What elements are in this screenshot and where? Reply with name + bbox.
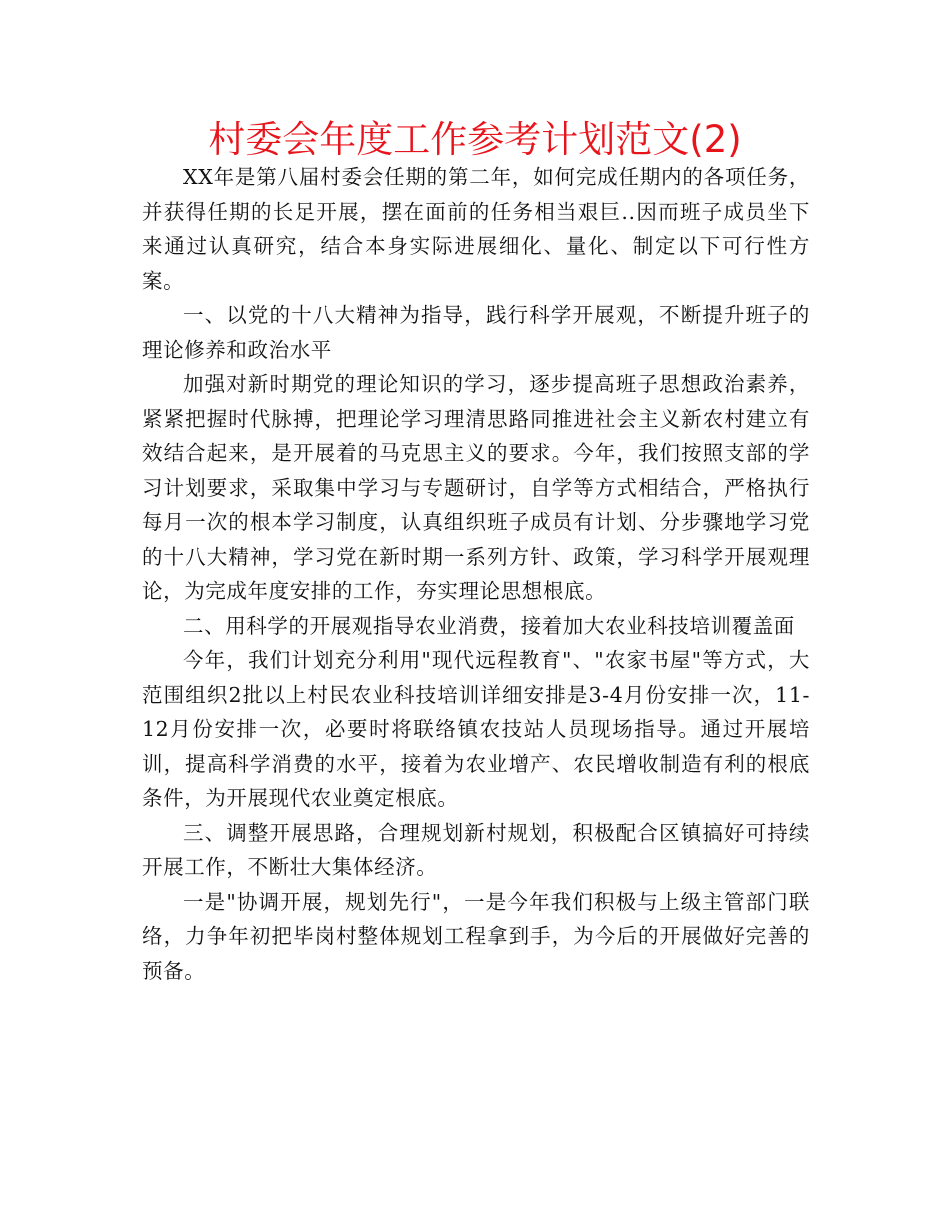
paragraph-intro: XX年是第八届村委会任期的第二年，如何完成任期内的各项任务，并获得任期的长足开展，摆在面前的任务相当艰巨..因而班子成员坐下来通过认真研究，结合本身实际进展细化、量化、制定以下可行性方案。 (142, 165, 810, 293)
document-title: 村委会年度工作参考计划范文(2) (208, 118, 742, 161)
document-body (142, 160, 810, 988)
paragraph-section-1: 加强对新时期党的理论知识的学习，逐步提高班子思想政治素养，紧紧把握时代脉搏，把理论学习理清思路同推进社会主义新农村建立有效结合起来，是开展着的马克思主义的要求。今年，我们按照支部的学习计划要求，采取集中学习与专题研讨，自学等方式相结合，严格执行每月一次的根本学习制度，认真组织班子成员有计划、分步骤地学习党的十八大精神，学习党在新时期一系列方针、政策，学习科学开展观理论，为完成年度安排的工作，夯实理论思想根底。 (142, 372, 810, 603)
section-heading-1: 一、以党的十八大精神为指导，践行科学开展观，不断提升班子的理论修养和政治水平 (142, 303, 810, 362)
section-heading-3: 三、调整开展思路，合理规划新村规划，积极配合区镇搞好可持续开展工作，不断壮大集体经济。 (142, 820, 810, 879)
paragraph-section-3: 一是"协调开展，规划先行"，一是今年我们积极与上级主管部门联络，力争年初把毕岗村整体规划工程拿到手，为今后的开展做好完善的预备。 (142, 889, 810, 983)
paragraph-section-2: 今年，我们计划充分利用"现代远程教育"、"农家书屋"等方式，大范围组织2批以上村民农业科技培训详细安排是3-4月份安排一次，11-12月份安排一次，必要时将联络镇农技站人员现场指导。通过开展培训，提高科学消费的水平，接着为农业增产、农民增收制造有利的根底条件，为开展现代农业奠定根底。 (142, 648, 810, 810)
section-heading-2: 二、用科学的开展观指导农业消费，接着加大农业科技培训覆盖面 (183, 613, 795, 638)
